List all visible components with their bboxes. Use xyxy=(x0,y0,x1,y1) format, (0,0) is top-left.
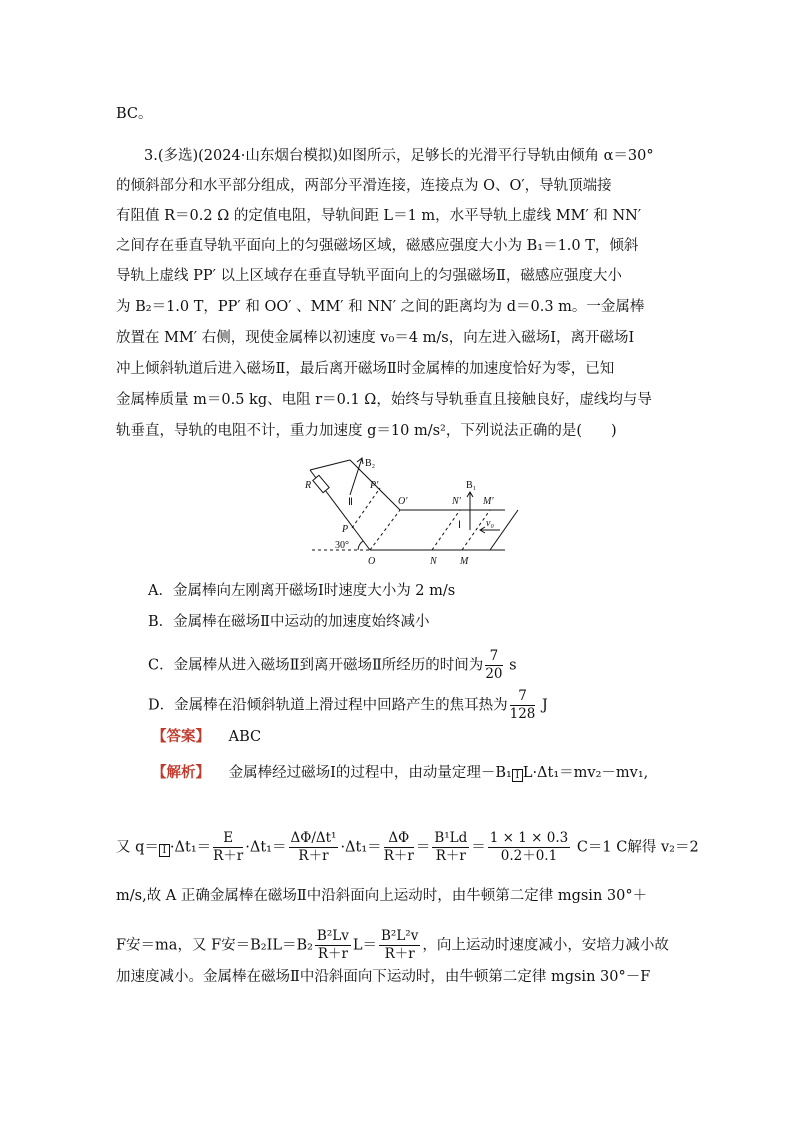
placeholder-box: I xyxy=(512,769,523,782)
label-R: R xyxy=(305,480,312,491)
analysis-line-2: 又 q＝ I ·Δt₁＝ $\frac{E}{R+r}$ ·Δt₁＝ $\frac{\text{ΔΦ/Δt¹}}{R+r}$ ·Δt₁＝ $\frac{\Delta\Phi}{R+r}$ ＝ $\frac{\text{B¹Ld}}{R+r}$ ＝ $\frac{1 \times 1 \times 0.3}{0.2+0.1}$ C＝1 C解得 v₂＝2 xyxy=(116,830,699,864)
question-line: 为 B₂＝1.0 T，PP′ 和 OO′ 、MM′ 和 NN′ 之间的距离均为 d＝0.3 m。一金属棒 xyxy=(116,299,645,315)
question-line: 放置在 MM′ 右侧，现使金属棒以初速度 v₀＝4 m/s，向左进入磁场Ⅰ，离开磁场Ⅰ xyxy=(116,330,635,346)
question-line: 3.(多选)(2024·山东烟台模拟)如图所示，足够长的光滑平行导轨由倾角 α＝30° xyxy=(144,148,654,164)
placeholder-box: I xyxy=(159,844,170,857)
question-line: 有阻值 R＝0.2 Ω 的定值电阻，导轨间距 L＝1 m，水平导轨上虚线 MM′ 和 NN′ xyxy=(116,208,642,224)
label-angle: 30° xyxy=(335,540,349,551)
answer-line xyxy=(152,727,261,747)
analysis-line-1: 【解析】 金属棒经过磁场Ⅰ的过程中，由动量定理－B₁ I L·Δt₁＝mv₂－mv₁, xyxy=(152,764,649,781)
question-line: 轨垂直，导轨的电阻不计，重力加速度 g＝10 m/s²，下列说法正确的是( ) xyxy=(116,423,617,439)
analysis-line-5: 加速度减小。金属棒在磁场Ⅱ中沿斜面向下运动时，由牛顿第二定律 mgsin 30°－F xyxy=(116,969,651,985)
fraction-flux-rate: $\frac{\text{ΔΦ/Δt¹}}{R+r}$ xyxy=(290,830,337,864)
option-c xyxy=(148,648,517,683)
label-P-prime: P′ xyxy=(370,480,379,491)
text-line: BC。 xyxy=(116,106,153,122)
option-c-unit: s xyxy=(509,657,517,674)
answer-tag: 【答案】 xyxy=(152,728,210,745)
fraction-numeric: $\frac{1 \times 1 \times 0.3}{0.2+0.1}$ xyxy=(489,830,569,864)
label-O: O xyxy=(368,556,376,567)
label-M-prime: M′ xyxy=(483,496,494,507)
question-line: 冲上倾斜轨道后进入磁场Ⅱ，最后离开磁场Ⅱ时金属棒的加速度恰好为零，已知 xyxy=(116,361,615,377)
label-M: M xyxy=(460,556,469,567)
label-B2: B₂ xyxy=(365,458,376,469)
label-B1: B₁ xyxy=(466,480,477,491)
option-d xyxy=(148,688,548,723)
label-I: Ⅰ xyxy=(458,520,461,531)
analysis-line-4: F安＝ma，又 F安＝B₂IL＝B₂ $\frac{\text{B²Lv}}{R+r}$ L＝ $\frac{\text{B²L²v}}{R+r}$ ，向上运动时速度减小，安培力减小故 xyxy=(116,928,669,962)
fraction-e: $\frac{E}{R+r}$ xyxy=(213,830,244,864)
option-d-unit: J xyxy=(542,697,548,714)
fraction-b2lv: $\frac{\text{B²Lv}}{R+r}$ xyxy=(316,928,349,962)
analysis-line-3: m/s,故 A 正确金属棒在磁场Ⅱ中沿斜面向上运动时，由牛顿第二定律 mgsin 30°＋ xyxy=(116,888,648,904)
label-N: N xyxy=(430,556,437,567)
option-d-fraction: $\frac{7}{128}$ xyxy=(509,688,536,722)
option-a: A．金属棒向左刚离开磁场Ⅰ时速度大小为 2 m/s xyxy=(148,583,456,599)
answer-value: ABC xyxy=(228,729,262,745)
analysis-tag: 【解析】 xyxy=(152,764,210,781)
option-c-text: C．金属棒从进入磁场Ⅱ到离开磁场Ⅱ所经历的时间为 xyxy=(148,657,484,674)
label-P: P xyxy=(342,524,349,535)
label-II: Ⅱ xyxy=(348,497,353,508)
question-line: 导轨上虚线 PP′ 以上区域存在垂直导轨平面向上的匀强磁场Ⅱ，磁感应强度大小 xyxy=(116,268,622,284)
question-line: 金属棒质量 m＝0.5 kg、电阻 r＝0.1 Ω，始终与导轨垂直且接触良好，虚线均与导 xyxy=(116,392,652,408)
question-line: 的倾斜部分和水平部分组成，两部分平滑连接，连接点为 O、O′，导轨顶端接 xyxy=(116,178,612,194)
option-b: B．金属棒在磁场Ⅱ中运动的加速度始终减小 xyxy=(148,614,430,630)
question-line: 之间存在垂直导轨平面向上的匀强磁场区域，磁感应强度大小为 B₁＝1.0 T，倾斜 xyxy=(116,238,639,254)
label-N-prime: N′ xyxy=(452,496,461,507)
fraction-bld: $\frac{\text{B¹Ld}}{R+r}$ xyxy=(434,830,468,864)
option-d-text: D．金属棒在沿倾斜轨道上滑过程中回路产生的焦耳热为 xyxy=(148,697,508,714)
option-c-fraction: $\frac{7}{20}$ xyxy=(485,648,503,682)
rail-diagram xyxy=(290,450,520,570)
label-v0: v₀ xyxy=(486,518,494,529)
fraction-b2l2v: $\frac{\text{B²L²v}}{R+r}$ xyxy=(381,928,419,962)
label-O-prime: O′ xyxy=(398,496,408,507)
fraction-flux: $\frac{\Delta\Phi}{R+r}$ xyxy=(383,830,414,864)
